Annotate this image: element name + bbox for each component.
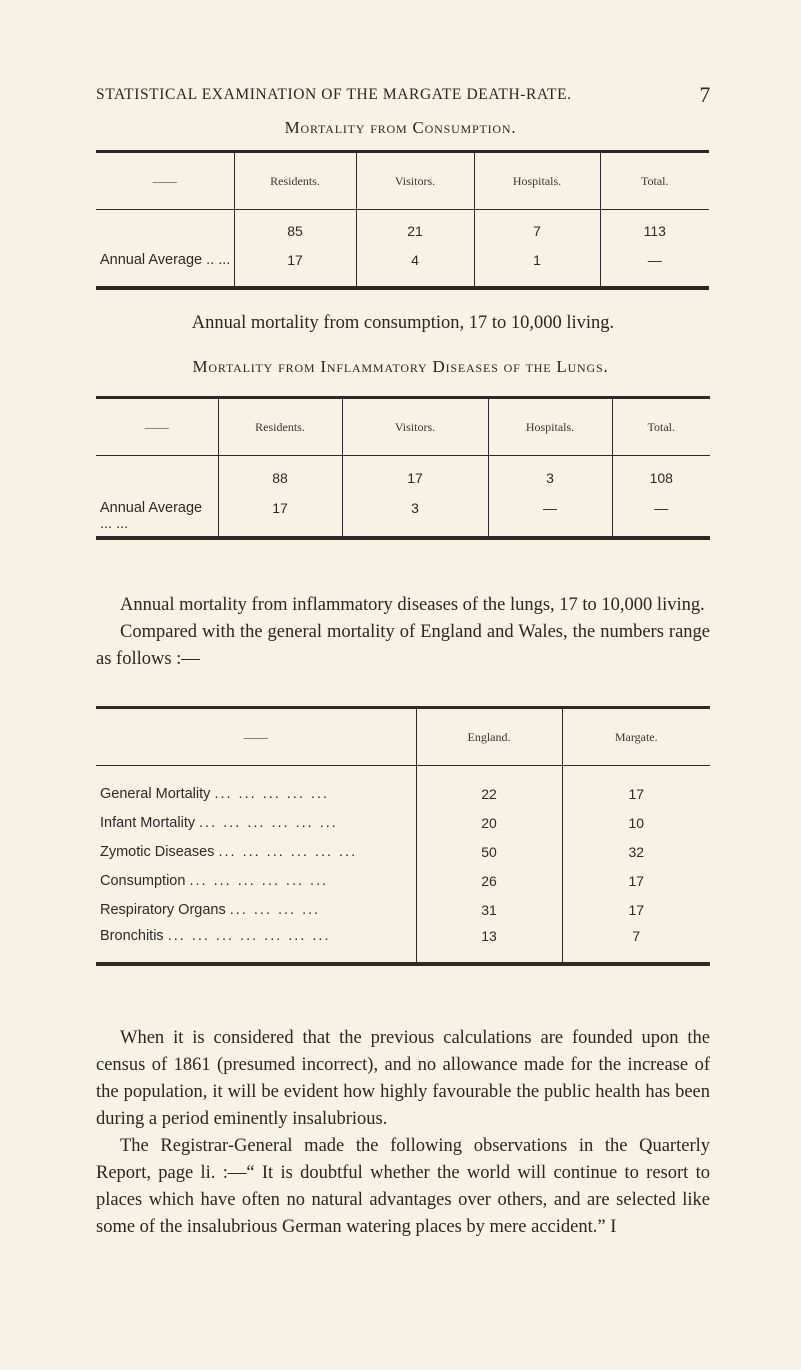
cell: 17	[234, 252, 356, 288]
row-label: General Mortality	[100, 785, 211, 802]
cell: 21	[356, 210, 474, 252]
closing-text	[96, 1025, 710, 1241]
cell: 17	[562, 860, 710, 889]
leader-dots: ... ... ... ... ... ...	[189, 872, 329, 889]
cell: 17	[562, 889, 710, 918]
paragraph: Compared with the general mortality of England and Wales, the numbers range as follows :—	[96, 622, 710, 669]
col-header-blank: ——	[96, 708, 416, 766]
leader-dots: ... ... ... ... ...	[214, 785, 329, 802]
col-header-blank: ——	[96, 398, 218, 456]
col-header-visitors: Visitors.	[342, 398, 488, 456]
table1-caption: Mortality from Consumption.	[284, 118, 517, 137]
table-row	[96, 860, 710, 889]
paragraph: When it is considered that the previous calculations are founded upon the census of 1861 (presumed incorrect), and no allowance made for the increase of the population, it will be evident how highly favourable the public health has been during a period eminently insalubrious.	[96, 1028, 710, 1129]
cell: 17	[218, 500, 342, 538]
col-header-residents: Residents.	[234, 152, 356, 210]
row-label: Consumption	[100, 872, 186, 889]
paragraph: Annual mortality from inflammatory diseases of the lungs, 17 to 10,000 living.	[120, 595, 705, 615]
table2-caption: Mortality from Inflammatory Diseases of the Lungs.	[192, 357, 609, 376]
table-row	[96, 918, 710, 964]
cell: 32	[562, 831, 710, 860]
row-label: Annual Average .. ...	[100, 251, 231, 268]
comparison-text	[96, 592, 710, 673]
row-label: Respiratory Organs	[100, 901, 226, 918]
row-label: Annual Average ... ...	[100, 499, 203, 532]
lung-diseases-table	[96, 396, 710, 540]
cell: 10	[562, 802, 710, 831]
table-row	[96, 831, 710, 860]
cell: 113	[600, 210, 709, 252]
cell: 17	[342, 456, 488, 500]
leader-dots: ... ... ... ... ... ...	[199, 814, 338, 831]
cell: 108	[612, 456, 710, 500]
col-header-hospitals: Hospitals.	[488, 398, 612, 456]
cell: 3	[342, 500, 488, 538]
consumption-table	[96, 150, 709, 290]
cell: 22	[416, 766, 562, 802]
col-header-hospitals: Hospitals.	[474, 152, 600, 210]
table-row	[96, 889, 710, 918]
cell: 3	[488, 456, 612, 500]
row-label: Bronchitis	[100, 927, 164, 944]
col-header-england: England.	[416, 708, 562, 766]
paragraph: The Registrar-General made the following observations in the Quarterly Report, page li. :—“ It is doubtful whether the world will continue to resort to places which have often no natural advantages over others, and are selected like some of the insalubrious German watering places by mere accident.” I	[96, 1136, 710, 1237]
table1-note: Annual mortality from consumption, 17 to 10,000 living.	[191, 313, 615, 333]
cell: 13	[416, 918, 562, 964]
leader-dots: ... ... ... ... ... ...	[218, 843, 358, 860]
cell: 4	[356, 252, 474, 288]
england-margate-table	[96, 706, 710, 966]
cell: 88	[218, 456, 342, 500]
cell: 20	[416, 802, 562, 831]
col-header-residents: Residents.	[218, 398, 342, 456]
table-row	[96, 766, 710, 802]
cell: 7	[562, 918, 710, 964]
col-header-margate: Margate.	[562, 708, 710, 766]
leader-dots: ... ... ... ...	[229, 901, 321, 918]
row-label: Infant Mortality	[100, 814, 196, 831]
cell: 31	[416, 889, 562, 918]
cell: 85	[234, 210, 356, 252]
col-header-total: Total.	[612, 398, 710, 456]
cell: —	[600, 252, 709, 288]
cell: —	[488, 500, 612, 538]
col-header-total: Total.	[600, 152, 709, 210]
page-number: 7	[699, 82, 711, 107]
row-label: Zymotic Diseases	[100, 843, 215, 860]
cell: 50	[416, 831, 562, 860]
cell: 26	[416, 860, 562, 889]
running-head	[96, 82, 711, 107]
col-header-blank: ——	[96, 152, 234, 210]
cell: 1	[474, 252, 600, 288]
col-header-visitors: Visitors.	[356, 152, 474, 210]
leader-dots: ... ... ... ... ... ... ...	[167, 927, 331, 944]
cell: 7	[474, 210, 600, 252]
table-row	[96, 802, 710, 831]
cell: 17	[562, 766, 710, 802]
running-title: STATISTICAL EXAMINATION OF THE MARGATE DEATH-RATE.	[96, 86, 572, 103]
cell: —	[612, 500, 710, 538]
